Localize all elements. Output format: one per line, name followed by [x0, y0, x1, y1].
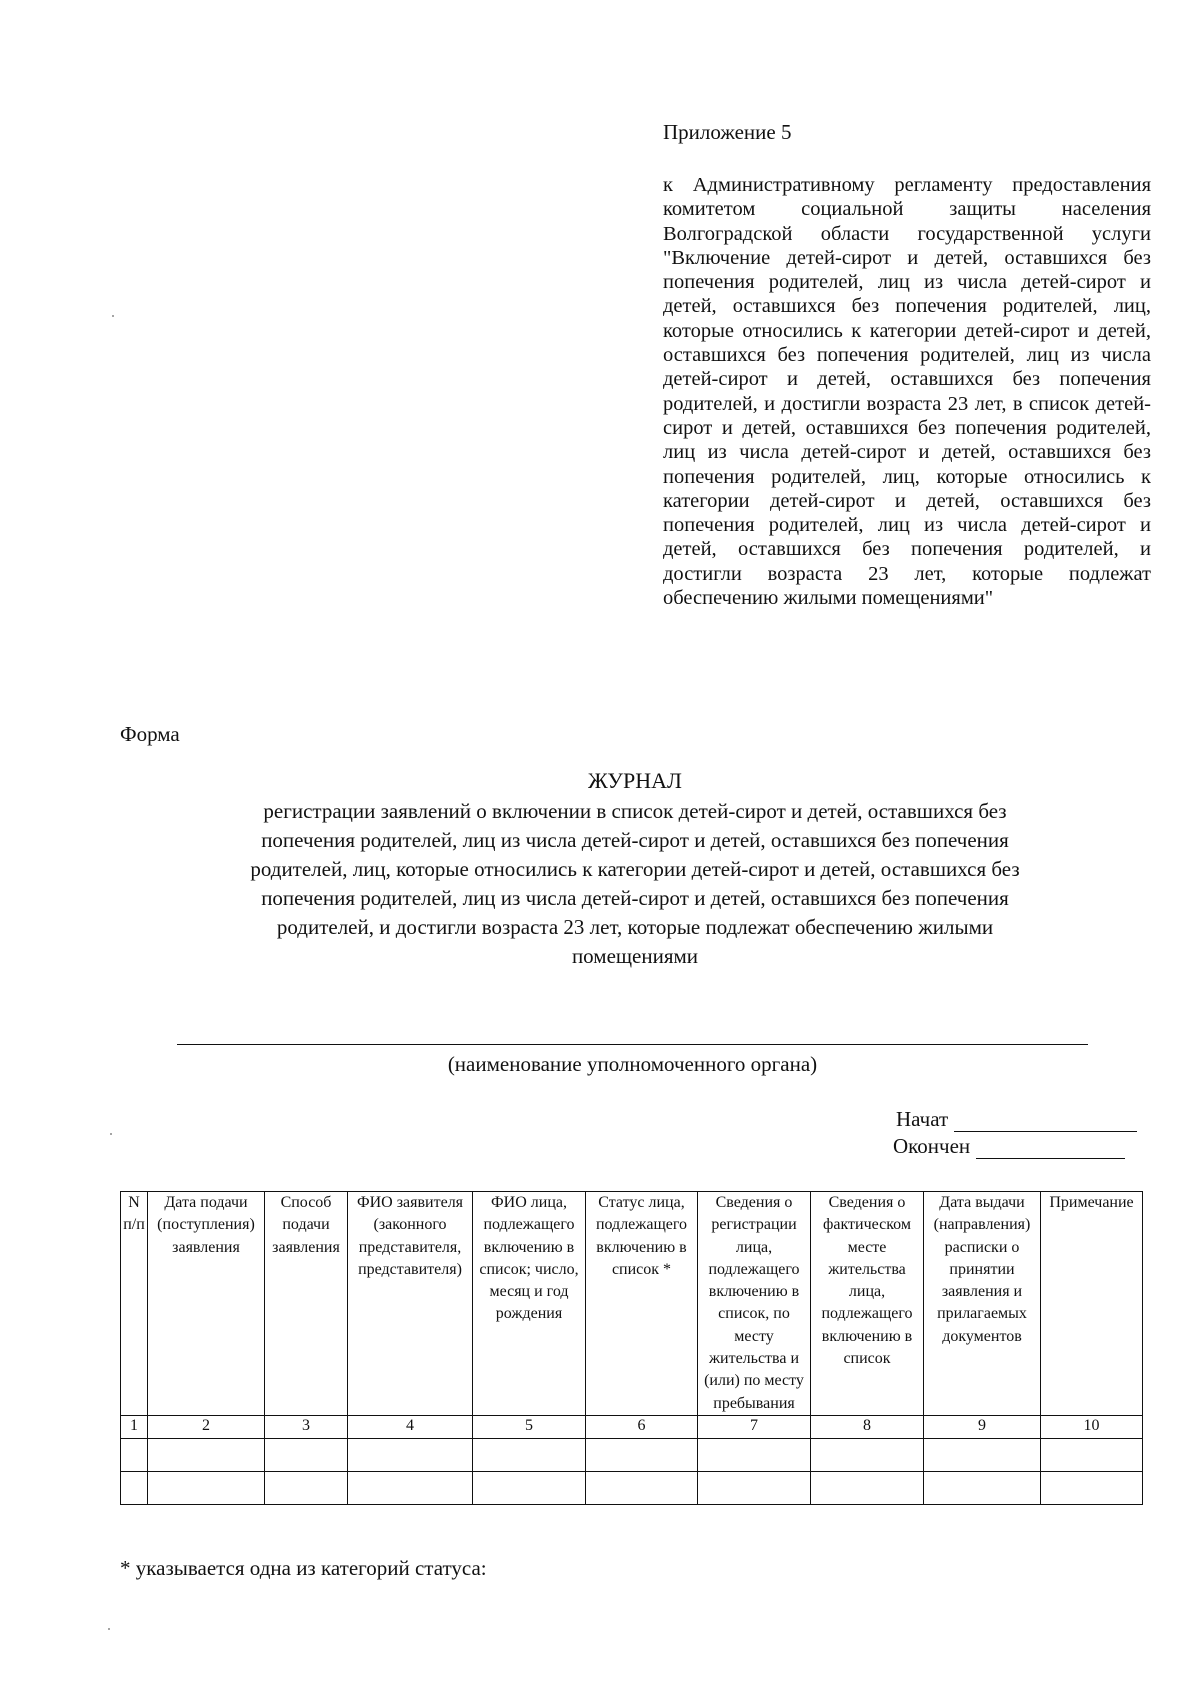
table-cell — [348, 1438, 473, 1471]
table-cell — [811, 1438, 924, 1471]
table-cell — [265, 1471, 348, 1504]
table-cell — [473, 1438, 586, 1471]
table-row — [121, 1471, 1143, 1504]
table-cell — [148, 1438, 265, 1471]
header-cell: Дата выдачи (направления) расписки о принятии заявления и прилагаемых документов — [924, 1192, 1041, 1416]
finished-label: Окончен — [893, 1134, 971, 1158]
column-number: 3 — [265, 1415, 348, 1438]
column-number: 5 — [473, 1415, 586, 1438]
table-cell — [121, 1471, 148, 1504]
table-row — [121, 1438, 1143, 1471]
header-cell: Способ подачи заявления — [265, 1192, 348, 1416]
table-cell — [811, 1471, 924, 1504]
column-number: 4 — [348, 1415, 473, 1438]
table-cell — [265, 1438, 348, 1471]
table-cell — [586, 1438, 698, 1471]
finished-blank — [976, 1138, 1125, 1159]
started-label: Начат — [896, 1107, 949, 1131]
journal-subtitle: регистрации заявлений о включении в список детей-сирот и детей, оставшихся без попечения родителей, лиц из числа детей-сирот и детей, оставшихся без попечения родителей, лиц, которые относились к категории детей-сирот и детей, оставшихся без попечения родителей, лиц из числа детей-сирот и детей, оставшихся без попечения родителей, и достигли возраста 23 лет, которые подлежат обеспечению жилыми помещениями — [250, 799, 1020, 968]
journal-table — [120, 1191, 1143, 1505]
finished-row — [893, 1134, 1125, 1159]
header-cell: Сведения о фактическом месте жительства лица, подлежащего включению в список — [811, 1192, 924, 1416]
header-cell: Статус лица, подлежащего включению в список * — [586, 1192, 698, 1416]
table-cell — [348, 1471, 473, 1504]
scan-speck — [108, 1628, 110, 1630]
appendix-text: к Административному регламенту предоставления комитетом социальной защиты населения Волгоградской области государственной услуги "Включение детей-сирот и детей, оставшихся без попечения родителей, лиц из числа детей-сирот и детей, оставшихся без попечения родителей, лиц, которые относились к категории детей-сирот и детей, оставшихся без попечения родителей, лиц из числа детей-сирот и детей, оставшихся без попечения родителей, и достигли возраста 23 лет, в список детей-сирот и детей, оставшихся без попечения родителей, лиц из числа детей-сирот и детей, оставшихся без попечения родителей, лиц, которые относились к категории детей-сирот и детей, оставшихся без попечения родителей, лиц из числа детей-сирот и детей, оставшихся без попечения родителей, и достигли возраста 23 лет, которые подлежат обеспечению жилыми помещениями" — [663, 174, 1151, 610]
table-cell — [698, 1471, 811, 1504]
header-cell: Сведения о регистрации лица, подлежащего включению в список, по месту жительства и (или) по месту пребывания — [698, 1192, 811, 1416]
column-number: 6 — [586, 1415, 698, 1438]
form-label: Форма — [120, 722, 180, 746]
table-cell — [148, 1471, 265, 1504]
org-caption: (наименование уполномоченного органа) — [447, 1052, 818, 1076]
column-number: 10 — [1041, 1415, 1143, 1438]
column-number: 8 — [811, 1415, 924, 1438]
table-cell — [121, 1438, 148, 1471]
table-cell — [924, 1438, 1041, 1471]
header-cell: ФИО лица, подлежащего включению в список; число, месяц и год рождения — [473, 1192, 586, 1416]
column-number: 9 — [924, 1415, 1041, 1438]
started-blank — [954, 1111, 1137, 1132]
table-cell — [473, 1471, 586, 1504]
scan-speck — [112, 315, 114, 317]
footnote: * указывается одна из категорий статуса: — [120, 1556, 487, 1580]
table-cell — [924, 1471, 1041, 1504]
table-cell — [586, 1471, 698, 1504]
header-row — [121, 1192, 1143, 1416]
table-cell — [1041, 1438, 1143, 1471]
table-cell — [698, 1438, 811, 1471]
column-number: 7 — [698, 1415, 811, 1438]
header-cell: Дата подачи (поступления) заявления — [148, 1192, 265, 1416]
appendix-title: Приложение 5 — [663, 120, 792, 144]
column-number: 2 — [148, 1415, 265, 1438]
scan-speck — [110, 1133, 112, 1135]
table-cell — [1041, 1471, 1143, 1504]
header-cell: ФИО заявителя (законного представителя, представителя) — [348, 1192, 473, 1416]
header-cell: N п/п — [121, 1192, 148, 1416]
column-number-row — [121, 1415, 1143, 1438]
org-name-line — [177, 1044, 1088, 1045]
started-row — [896, 1107, 1137, 1132]
column-number: 1 — [121, 1415, 148, 1438]
header-cell: Примечание — [1041, 1192, 1143, 1416]
journal-title: ЖУРНАЛ — [588, 768, 682, 793]
